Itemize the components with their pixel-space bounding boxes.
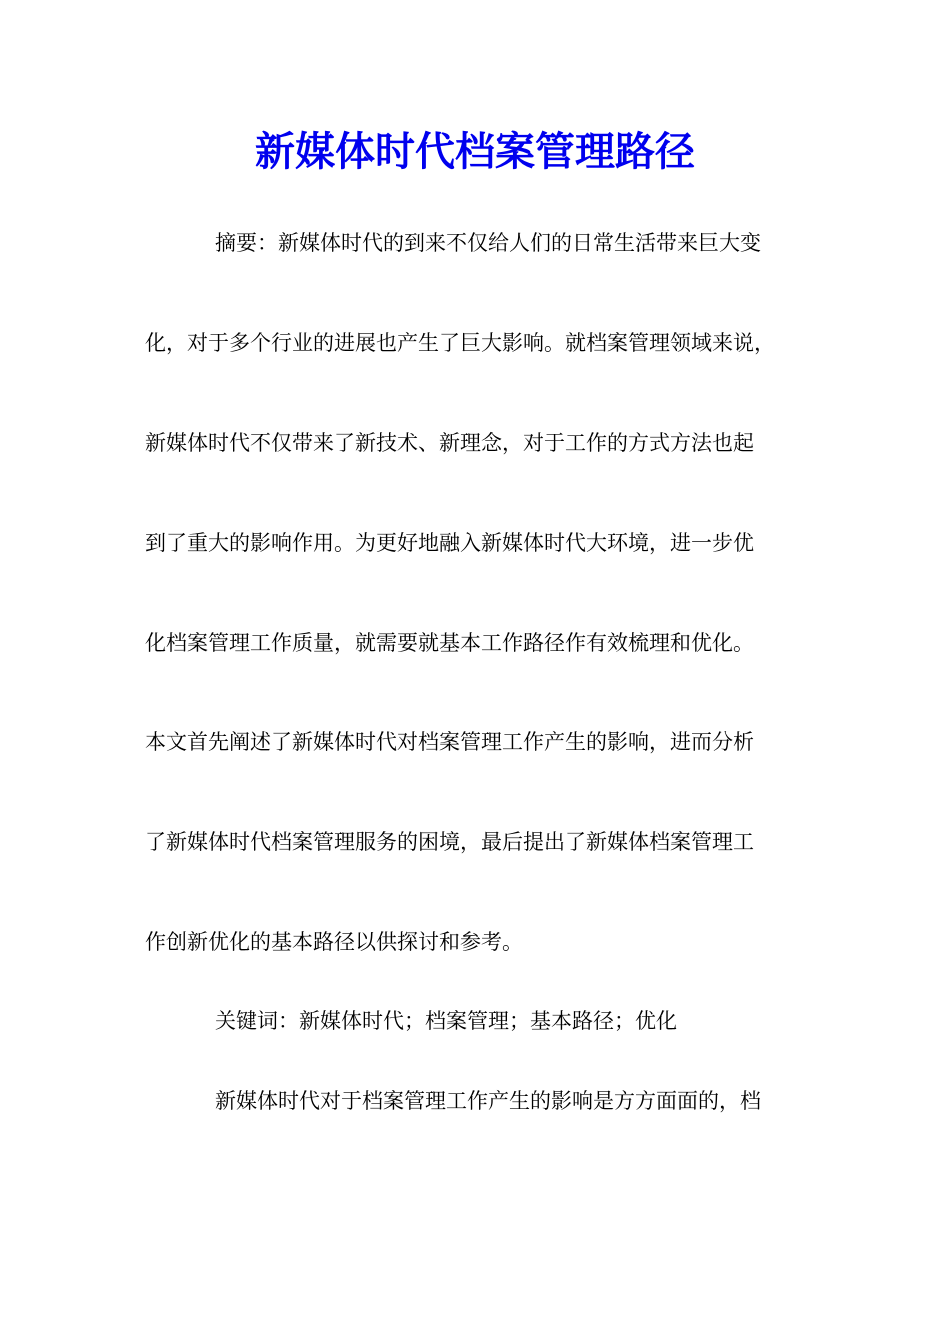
- abstract-line: 新媒体时代不仅带来了新技术、新理念，对于工作的方式方法也起: [145, 431, 754, 455]
- body-paragraph-line: 新媒体时代对于档案管理工作产生的影响是方方面面的，档: [215, 1089, 761, 1113]
- abstract-line: 了新媒体时代档案管理服务的困境，最后提出了新媒体档案管理工: [145, 830, 754, 854]
- document-title: 新媒体时代档案管理路径: [255, 128, 695, 175]
- keywords-line: 关键词：新媒体时代；档案管理；基本路径；优化: [215, 1009, 677, 1033]
- abstract-line: 本文首先阐述了新媒体时代对档案管理工作产生的影响，进而分析: [145, 730, 754, 754]
- abstract-line: 化档案管理工作质量，就需要就基本工作路径作有效梳理和优化。: [145, 631, 754, 655]
- abstract-line: 到了重大的影响作用。为更好地融入新媒体时代大环境，进一步优: [145, 531, 754, 555]
- abstract-line: 作创新优化的基本路径以供探讨和参考。: [145, 930, 523, 954]
- abstract-line: 化，对于多个行业的进展也产生了巨大影响。就档案管理领域来说，: [145, 331, 775, 355]
- abstract-line: 摘要：新媒体时代的到来不仅给人们的日常生活带来巨大变: [215, 231, 761, 255]
